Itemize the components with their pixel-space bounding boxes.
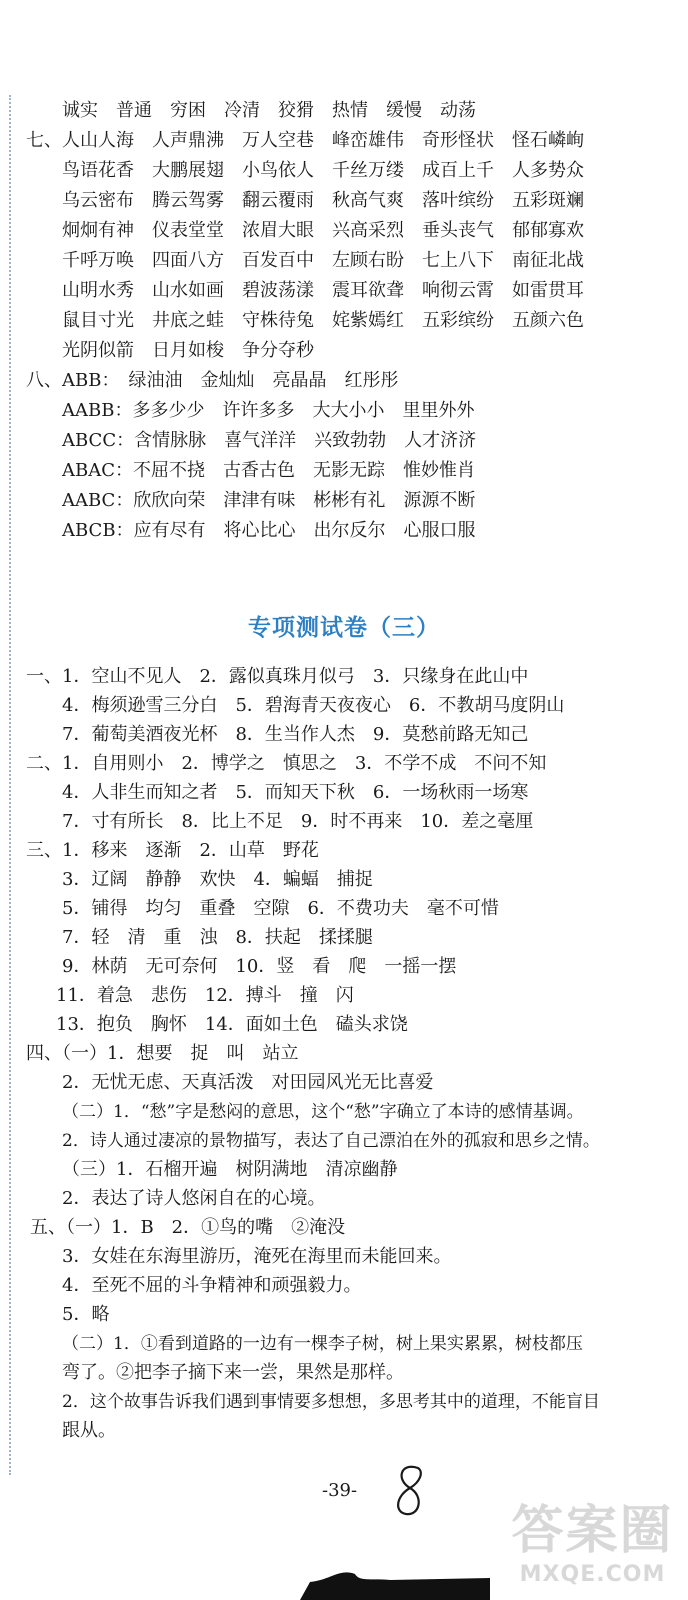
- text-line: 八、ABB： 绿油油 金灿灿 亮晶晶 红彤彤: [26, 370, 399, 391]
- page-number: -39-: [322, 1480, 358, 1501]
- text-line: 11．着急 悲伤 12．搏斗 撞 闪: [56, 985, 354, 1006]
- section-title: 专项测试卷（三）: [248, 615, 440, 641]
- text-line: 三、1．移来 逐渐 2．山草 野花: [26, 840, 319, 861]
- text-line: 13．抱负 胸怀 14．面如土色 磕头求饶: [56, 1014, 408, 1035]
- margin-guide-line: [9, 95, 11, 1475]
- text-line: 2．诗人通过凄凉的景物描写，表达了自己漂泊在外的孤寂和思乡之情。: [62, 1131, 600, 1151]
- text-line: 乌云密布 腾云驾雾 翻云覆雨 秋高气爽 落叶缤纷 五彩斑斓: [62, 190, 584, 211]
- text-line: AABC：欣欣向荣 津津有味 彬彬有礼 源源不断: [62, 490, 476, 511]
- text-line: 二、1．自用则小 2．博学之 慎思之 3．不学不成 不问不知: [26, 753, 547, 774]
- text-line: 4．人非生而知之者 5．而知天下秋 6．一场秋雨一场寒: [62, 782, 529, 803]
- text-line: 3．辽阔 静静 欢快 4．蝙蝠 捕捉: [62, 869, 373, 890]
- text-line: 2．这个故事告诉我们遇到事情要多想想，多思考其中的道理，不能盲目: [62, 1392, 600, 1412]
- text-line: 4．至死不屈的斗争精神和顽强毅力。: [62, 1275, 362, 1296]
- text-line: 4．梅须逊雪三分白 5．碧海青天夜夜心 6．不教胡马度阴山: [62, 695, 565, 716]
- text-line: 跟从。: [62, 1420, 116, 1441]
- text-line: 5．铺得 均匀 重叠 空隙 6．不费功夫 毫不可惜: [62, 898, 499, 919]
- text-line: 一、1．空山不见人 2．露似真珠月似弓 3．只缘身在此山中: [26, 666, 529, 687]
- text-line: ABAC：不屈不挠 古香古色 无影无踪 惟妙惟肖: [62, 460, 475, 481]
- text-line: （二）1．①看到道路的一边有一棵李子树，树上果实累累，树枝都压: [62, 1334, 583, 1354]
- text-line: 9．林荫 无可奈何 10．竖 看 爬 一摇一摆: [62, 956, 457, 977]
- text-line: （二）1．“愁”字是愁闷的意思，这个“愁”字确立了本诗的感情基调。: [62, 1102, 584, 1122]
- text-line: 7．轻 清 重 浊 8．扶起 揉揉腿: [62, 927, 373, 948]
- text-line: 7．寸有所长 8．比上不足 9．时不再来 10．差之毫厘: [62, 811, 534, 832]
- text-line: ABCB：应有尽有 将心比心 出尔反尔 心服口服: [62, 520, 476, 541]
- watermark-url: MXQE.COM: [519, 1562, 666, 1587]
- text-line: 光阴似箭 日月如梭 争分夺秒: [62, 340, 314, 361]
- text-line: 鸟语花香 大鹏展翅 小鸟依人 千丝万缕 成百上千 人多势众: [62, 160, 584, 181]
- watermark-logo: [500, 1488, 685, 1598]
- text-line: 千呼万唤 四面八方 百发百中 左顾右盼 七上八下 南征北战: [62, 250, 584, 271]
- text-line: 炯炯有神 仪表堂堂 浓眉大眼 兴高采烈 垂头丧气 郁郁寡欢: [62, 220, 584, 241]
- text-line: 7．葡萄美酒夜光杯 8．生当作人杰 9．莫愁前路无知己: [62, 724, 529, 745]
- text-line: 山明水秀 山水如画 碧波荡漾 震耳欲聋 响彻云霄 如雷贯耳: [62, 280, 584, 301]
- text-line: （三）1．石榴开遍 树阴满地 清凉幽静: [62, 1159, 398, 1180]
- edge-shadow-decoration: [300, 1560, 490, 1600]
- text-line: 五、（一）1．B 2．①鸟的嘴 ②淹没: [30, 1217, 346, 1238]
- watermark-text: 答案圈: [511, 1501, 674, 1561]
- text-line: AABB：多多少少 许许多多 大大小小 里里外外: [62, 400, 475, 421]
- text-line: 鼠目寸光 井底之蛙 守株待兔 姹紫嫣红 五彩缤纷 五颜六色: [62, 310, 584, 331]
- text-line: 诚实 普通 穷困 冷清 狡猾 热情 缓慢 动荡: [62, 100, 476, 121]
- text-line: 5．略: [62, 1304, 110, 1325]
- text-line: 七、人山人海 人声鼎沸 万人空巷 峰峦雄伟 奇形怪状 怪石嶙峋: [26, 130, 584, 151]
- text-line: 3．女娃在东海里游历，淹死在海里而未能回来。: [62, 1246, 452, 1267]
- handwritten-mark: [390, 1460, 430, 1520]
- text-line: 2．表达了诗人悠闲自在的心境。: [62, 1188, 326, 1209]
- text-line: 2．无忧无虑、天真活泼 对田园风光无比喜爱: [62, 1072, 434, 1093]
- text-line: 弯了。②把李子摘下来一尝，果然是那样。: [62, 1362, 404, 1383]
- text-line: 四、（一）1．想要 捉 叫 站立: [26, 1043, 299, 1064]
- text-line: ABCC：含情脉脉 喜气洋洋 兴致勃勃 人才济济: [62, 430, 477, 451]
